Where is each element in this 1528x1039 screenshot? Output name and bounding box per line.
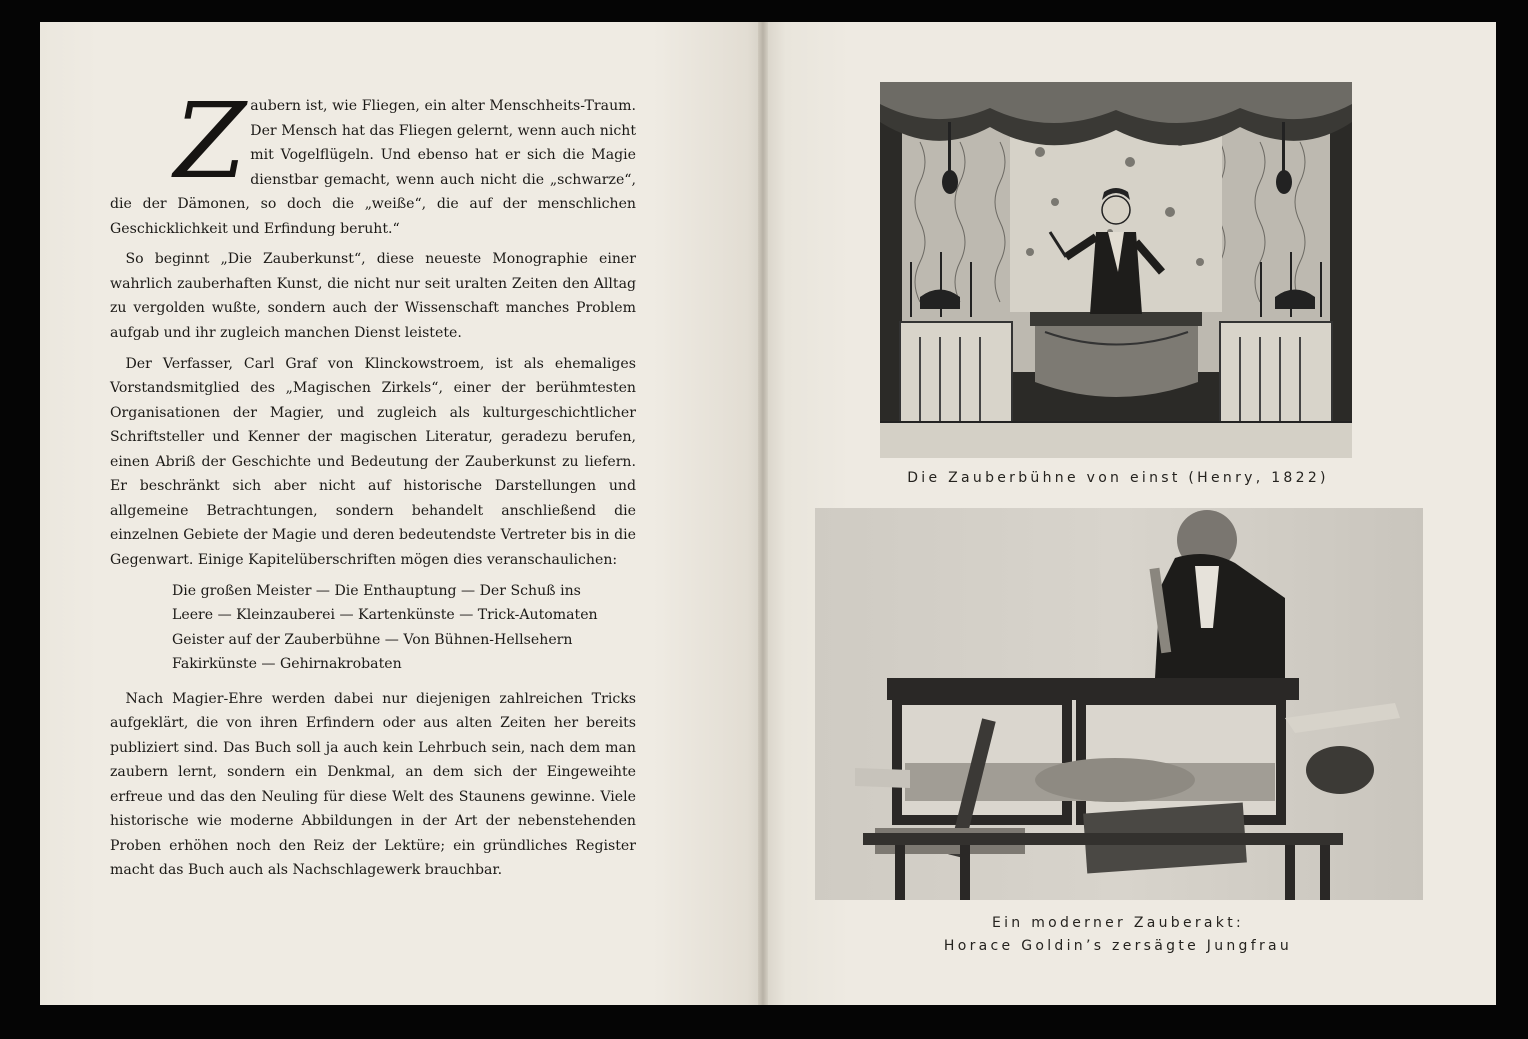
book-gutter <box>758 22 768 1005</box>
paragraph-4: Nach Magier-Ehre werden dabei nur diejenigen zahlreichen Tricks aufgeklärt, die von ihren Erfindern oder aus alten Zeiten her bereits publiziert sind. Das Buch soll ja auch kein Lehrbuch sein, nach dem man zaubern lernt, sondern ein Denkmal, an dem sich der Eingeweihte erfreue und das den Neuling für diese Welt des Staunens gewinne. Viele historische wie moderne Abbildungen in der Art der nebenstehenden Proben erhöhen noch den Reiz der Lektüre; ein gründliches Register macht das Buch auch als Nachschlagewerk brauchbar. <box>110 690 636 879</box>
caption-modern-act-line-2: Horace Goldin’s zersägte Jungfrau <box>943 938 1293 954</box>
opening-paragraph <box>110 80 636 241</box>
chapter-line-4: Fakirkünste — Gehirnakrobaten <box>172 656 402 673</box>
chapter-line-2: Leere — Kleinzauberei — Kartenkünste — Trick-Automaten <box>172 607 598 624</box>
caption-historic-stage: Die Zauberbühne von einst (Henry, 1822) <box>907 470 1329 486</box>
chapter-line-1: Die großen Meister — Die Enthauptung — Der Schuß ins <box>172 582 581 599</box>
chapter-line-3: Geister auf der Zauberbühne — Von Bühnen-Hellsehern <box>172 631 573 648</box>
paragraph-2: So beginnt „Die Zauberkunst“, diese neueste Monographie einer wahrlich zauberhaften Kunst, die nicht nur seit uralten Zeiten den Alltag zu vergolden wußte, sondern auch der Wissenschaft manches Problem aufgab und ihr zugleich manchen Dienst leistete. <box>110 251 636 341</box>
paragraph-1: aubern ist, wie Fliegen, ein alter Menschheits-Traum. Der Mensch hat das Fliegen gelernt, wenn auch nicht mit Vogelflügeln. Und ebenso hat er sich die Magie dienstbar gemacht, wenn auch nicht die „schwarze“, die der Dämonen, so doch die „weiße“, die auf der menschlichen Geschicklichkeit und Erfindung beruht.“ <box>110 98 636 237</box>
historic-stage-illustration <box>880 82 1352 458</box>
sawed-maiden-photo <box>815 508 1423 900</box>
drop-cap: Z <box>174 80 247 202</box>
article-text <box>110 80 636 889</box>
caption-modern-act <box>860 912 1376 958</box>
stage-illustration-art <box>880 82 1352 458</box>
chapter-list <box>172 579 636 677</box>
caption-modern-act-line-1: Ein moderner Zauberakt: <box>991 915 1245 931</box>
sawed-maiden-photo-art <box>815 508 1423 900</box>
paragraph-3: Der Verfasser, Carl Graf von Klinckowstroem, ist als ehemaliges Vorstandsmitglied des „Magischen Zirkels“, einer der berühmtesten Organisationen der Magier, und zugleich als kulturgeschichtlicher Schriftsteller und Kenner der magischen Literatur, geradezu berufen, einen Abriß der Geschichte und Bedeutung der Zauberkunst zu liefern. Er beschränkt sich aber nicht auf historische Darstellungen und allgemeine Betrachtungen, sondern behandelt anschließend die einzelnen Gebiete der Magie und deren bedeutendste Vertreter bis in die Gegenwart. Einige Kapitelüberschriften mögen dies veranschaulichen: <box>110 355 636 568</box>
